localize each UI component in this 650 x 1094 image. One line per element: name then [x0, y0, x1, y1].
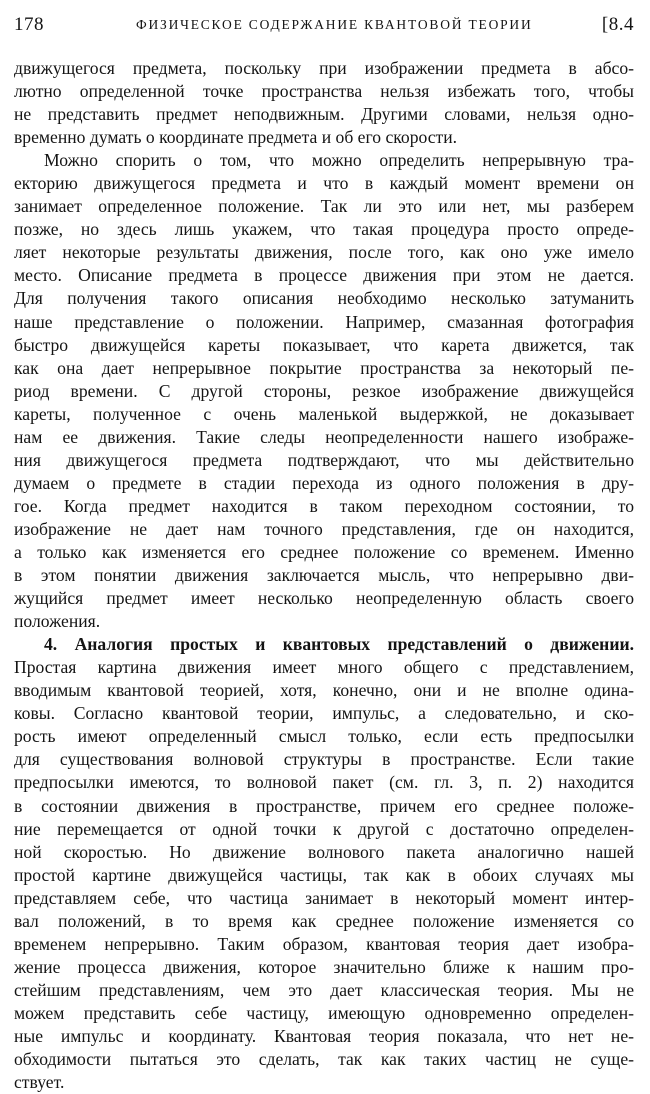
text-line: вводимым квантовой теорией, хотя, конечно, они и не вполне одина- [14, 680, 634, 701]
text-line: место. Описание предмета в процессе движения при этом не дается. [14, 265, 634, 286]
text-line: Простая картина движения имеет много общего с представлением, [14, 657, 634, 678]
text-line: временно думать о координате предмета и об его скорости. [14, 127, 458, 148]
text-line: ние перемещается от одной точки к другой с достаточно определен- [14, 818, 634, 839]
text-line: не представить предмет неподвижным. Другими словами, нельзя одно- [14, 104, 634, 125]
text-line: ляет некоторые результаты движения, после того, как оно уже имело [14, 242, 634, 263]
text-line: в этом понятии движения заключается мысль, что непрерывно дви- [14, 565, 634, 586]
section-heading: 4. Аналогия простых и квантовых представлений о движении. [44, 634, 634, 655]
text-line: позже, но здесь лишь укажем, что такая процедура просто опреде- [14, 219, 634, 240]
running-title: ФИЗИЧЕСКОЕ СОДЕРЖАНИЕ КВАНТОВОЙ ТЕОРИИ [136, 17, 533, 32]
text-line: нам ее движения. Такие следы неопределенности нашего изображе- [14, 426, 634, 447]
text-line: кареты, полученное с очень маленькой выдержкой, не доказывает [14, 403, 634, 424]
text-line: предпосылки имеются, то волновой пакет (см. гл. 3, п. 2) находится [14, 772, 634, 793]
text-line: изображение не дает нам точного представления, где он находится, [14, 518, 634, 539]
text-line: как она дает непрерывное покрытие пространства за некоторый пе- [14, 357, 634, 378]
text-line: думаем о предмете в стадии перехода из одного положения в дру- [14, 472, 634, 493]
text-line: в состоянии движения в пространстве, причем его среднее положе- [14, 795, 634, 816]
page-number: 178 [14, 14, 44, 35]
text-line: жущийся предмет имеет несколько неопределенную область своего [14, 588, 634, 609]
text-line: ные импульс и координату. Квантовая теория показала, что нет не- [14, 1025, 634, 1046]
text-line: наше представление о положении. Например, смазанная фотография [14, 311, 634, 332]
text-line: лютно определенной точке пространства нельзя избежать того, чтобы [14, 81, 634, 102]
text-line: стейшим представлениям, чем это дает классическая теория. Мы не [14, 979, 634, 1000]
text-line: быстро движущейся кареты показывает, что карета движется, так [14, 334, 634, 355]
text-line: ния движущегося предмета подтверждают, что мы действительно [14, 449, 634, 470]
text-line: временем непрерывно. Таким образом, квантовая теория дает изобра- [14, 933, 634, 954]
text-line: обходимости пытаться это сделать, так как таких частиц не суще- [14, 1049, 634, 1070]
page-header [14, 14, 634, 42]
text-line: ной скоростью. Но движение волнового пакета аналогично нашей [14, 841, 634, 862]
text-line: екторию движущегося предмета и что в каждый момент времени он [14, 173, 634, 194]
text-line: движущегося предмета, поскольку при изображении предмета в абсо- [14, 58, 634, 78]
text-line: риод времени. С другой стороны, резкое изображение движущейся [14, 380, 634, 401]
text-line: представляем себе, что частица занимает в некоторый момент интер- [14, 887, 634, 908]
paragraph-first-line: Можно спорить о том, что можно определить непрерывную тра- [44, 150, 634, 171]
text-line: гое. Когда предмет находится в таком переходном состоянии, то [14, 495, 634, 516]
text-line: Для получения такого описания необходимо несколько затуманить [14, 288, 634, 309]
text-line: вал положений, в то время как среднее положение изменяется со [14, 910, 634, 931]
section-reference: [8.4 [601, 14, 634, 35]
text-line: жение процесса движения, которое значительно ближе к нашим про- [14, 956, 634, 977]
text-line: для существования волновой структуры в пространстве. Если такие [14, 749, 634, 770]
text-line: занимает определенное положение. Так ли это или нет, мы разберем [14, 196, 634, 217]
text-line: рость имеют определенный смысл только, если есть предпосылки [14, 726, 634, 747]
text-line: а только как изменяется его среднее положение со временем. Именно [14, 541, 634, 562]
body-text [14, 57, 634, 1094]
text-line: можем представить себе частицу, имеющую одновременно определен- [14, 1002, 634, 1023]
text-line: ствует. [14, 1072, 65, 1093]
text-line: ковы. Согласно квантовой теории, импульс, а следовательно, и ско- [14, 703, 634, 724]
text-line: простой картине движущейся частицы, так как в обоих случаях мы [14, 864, 634, 885]
text-line: положения. [14, 611, 101, 632]
